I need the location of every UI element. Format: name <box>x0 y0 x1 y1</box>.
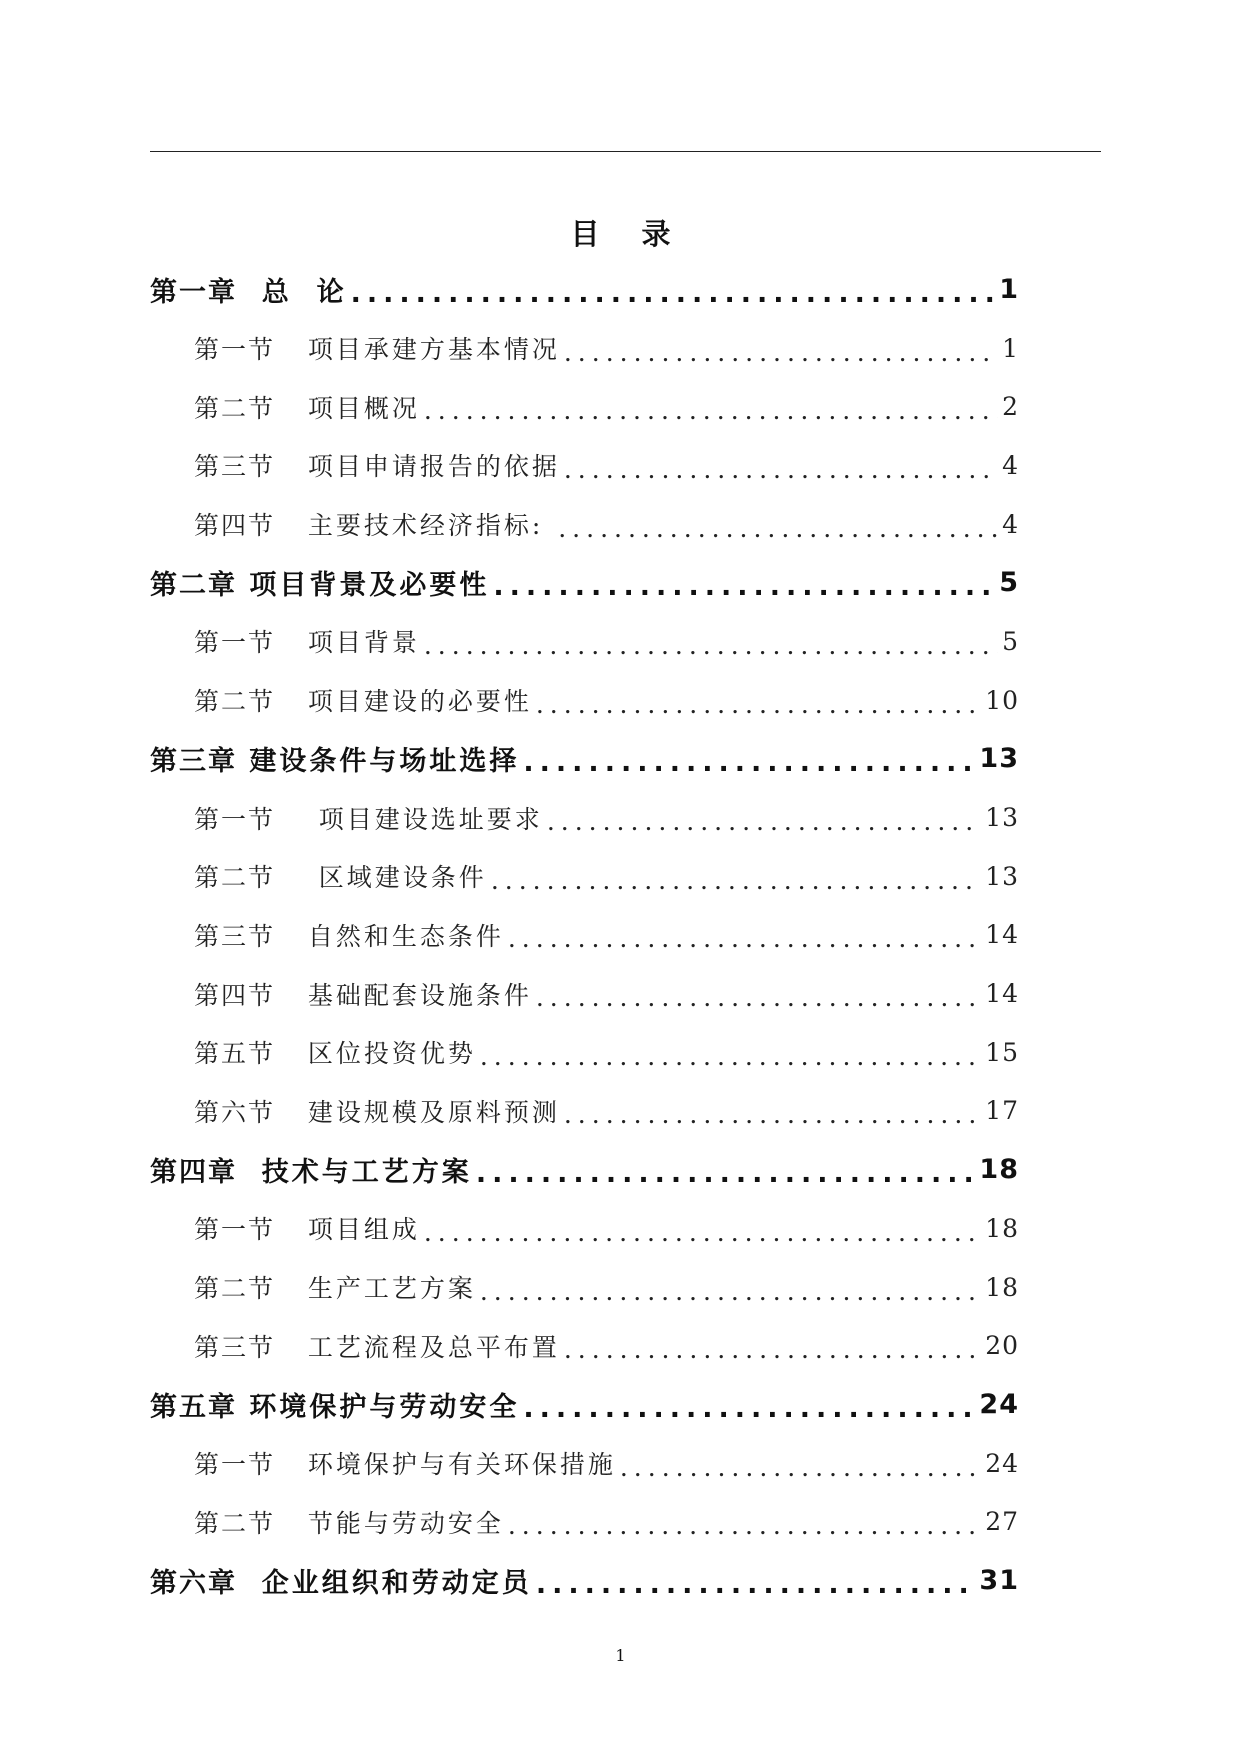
toc-section-entry[interactable] <box>150 906 1019 965</box>
entry-label: 第四节 <box>194 980 276 1010</box>
toc-chapter-entry[interactable] <box>150 1375 1019 1434</box>
toc-section-entry[interactable] <box>150 847 1019 906</box>
toc-section-entry[interactable] <box>150 377 1019 436</box>
entry-label: 第四章 <box>150 1157 237 1189</box>
entry-title: 技术与工艺方案 <box>237 1157 472 1189</box>
entry-page-number: 5 <box>1002 626 1019 656</box>
entry-page-number: 5 <box>999 567 1019 599</box>
entry-title: 建设规模及原料预测 <box>275 1097 560 1127</box>
entry-title: 基础配套设施条件 <box>275 980 532 1010</box>
entry-page-number: 10 <box>985 685 1019 715</box>
entry-page-number: 18 <box>985 1272 1019 1302</box>
entry-page-number: 31 <box>979 1564 1019 1596</box>
dot-leader <box>480 1277 981 1306</box>
entry-label: 第一节 <box>194 628 276 658</box>
entry-page-number: 1 <box>1002 333 1019 363</box>
entry-label: 第六章 <box>150 1567 237 1599</box>
dot-leader <box>480 1042 981 1071</box>
toc-chapter-entry[interactable] <box>150 260 1019 319</box>
dot-leader <box>424 1218 981 1247</box>
dot-leader <box>523 1393 975 1424</box>
entry-title: 建设条件与场址选择 <box>237 746 520 778</box>
entry-title: 项目建设选址要求 <box>275 804 543 834</box>
entry-label: 第一节 <box>194 335 276 365</box>
entry-page-number: 13 <box>979 743 1019 775</box>
entry-title: 生产工艺方案 <box>275 1274 476 1304</box>
toc-chapter-entry[interactable] <box>150 1140 1019 1199</box>
dot-leader <box>491 866 981 895</box>
entry-title: 项目背景 <box>275 628 420 658</box>
dot-leader <box>493 571 995 602</box>
dot-leader <box>620 1453 981 1482</box>
entry-page-number: 13 <box>985 861 1019 891</box>
page-number: 1 <box>615 1646 626 1665</box>
entry-page-number: 18 <box>979 1154 1019 1186</box>
table-of-contents <box>150 260 1019 1610</box>
entry-page-number: 14 <box>985 920 1019 950</box>
entry-page-number: 18 <box>985 1213 1019 1243</box>
entry-page-number: 15 <box>985 1037 1019 1067</box>
toc-section-entry[interactable] <box>150 1199 1019 1258</box>
entry-title: 区位投资优势 <box>275 1039 476 1069</box>
entry-title: 项目组成 <box>275 1215 420 1245</box>
entry-title: 企业组织和劳动定员 <box>237 1567 532 1599</box>
dot-leader <box>564 455 998 484</box>
dot-leader <box>564 338 998 367</box>
toc-section-entry[interactable] <box>150 964 1019 1023</box>
toc-section-entry[interactable] <box>150 612 1019 671</box>
toc-section-entry[interactable] <box>150 788 1019 847</box>
entry-label: 第六节 <box>194 1097 276 1127</box>
dot-leader <box>536 1569 976 1600</box>
dot-leader <box>523 747 975 778</box>
toc-chapter-entry[interactable] <box>150 553 1019 612</box>
header-rule <box>150 151 1101 152</box>
toc-section-entry[interactable] <box>150 1258 1019 1317</box>
entry-title: 工艺流程及总平布置 <box>275 1332 560 1362</box>
dot-leader <box>351 278 996 309</box>
toc-section-entry[interactable] <box>150 671 1019 730</box>
entry-label: 第二节 <box>194 1274 276 1304</box>
entry-label: 第四节 <box>194 511 276 541</box>
entry-label: 第二节 <box>194 393 276 423</box>
entry-title: 区域建设条件 <box>275 863 487 893</box>
entry-label: 第三节 <box>194 1332 276 1362</box>
toc-section-entry[interactable] <box>150 1082 1019 1141</box>
entry-label: 第二节 <box>194 863 276 893</box>
entry-label: 第五章 <box>150 1391 237 1423</box>
entry-title: 自然和生态条件 <box>275 921 504 951</box>
dot-leader <box>476 1158 976 1189</box>
toc-section-entry[interactable] <box>150 1316 1019 1375</box>
entry-label: 第一节 <box>194 804 276 834</box>
toc-section-entry[interactable] <box>150 1492 1019 1551</box>
entry-page-number: 20 <box>985 1331 1019 1361</box>
entry-page-number: 2 <box>1002 392 1019 422</box>
entry-page-number: 14 <box>985 979 1019 1009</box>
entry-title: 项目建设的必要性 <box>275 687 532 717</box>
entry-title: 总 论 <box>237 276 347 308</box>
dot-leader <box>536 983 981 1012</box>
dot-leader <box>564 1100 981 1129</box>
entry-page-number: 4 <box>1002 509 1019 539</box>
entry-page-number: 27 <box>985 1507 1019 1537</box>
entry-label: 第五节 <box>194 1039 276 1069</box>
toc-section-entry[interactable] <box>150 436 1019 495</box>
entry-label: 第一节 <box>194 1450 276 1480</box>
toc-chapter-entry[interactable] <box>150 730 1019 789</box>
dot-leader <box>508 924 981 953</box>
entry-title: 项目概况 <box>275 393 420 423</box>
entry-label: 第三章 <box>150 746 237 778</box>
toc-section-entry[interactable] <box>150 1023 1019 1082</box>
entry-page-number: 4 <box>1002 450 1019 480</box>
dot-leader <box>508 1511 981 1540</box>
dot-leader <box>558 514 998 543</box>
dot-leader <box>424 631 998 660</box>
toc-section-entry[interactable] <box>150 495 1019 554</box>
dot-leader <box>424 396 998 425</box>
entry-label: 第二章 <box>150 570 237 602</box>
dot-leader <box>536 690 981 719</box>
entry-title: 环境保护与有关环保措施 <box>275 1450 616 1480</box>
entry-title: 项目背景及必要性 <box>237 570 490 602</box>
entry-title: 节能与劳动安全 <box>275 1508 504 1538</box>
dot-leader <box>564 1335 981 1364</box>
entry-title: 环境保护与劳动安全 <box>237 1391 520 1423</box>
toc-title-part-1: 目 <box>570 217 600 251</box>
entry-label: 第一章 <box>150 276 237 308</box>
dot-leader <box>547 807 981 836</box>
toc-title <box>0 212 1241 253</box>
entry-page-number: 24 <box>979 1388 1019 1420</box>
entry-page-number: 17 <box>985 1096 1019 1126</box>
toc-title-part-2: 录 <box>641 217 671 251</box>
entry-page-number: 1 <box>999 273 1019 305</box>
entry-title: 项目承建方基本情况 <box>275 335 560 365</box>
entry-label: 第二节 <box>194 687 276 717</box>
toc-section-entry[interactable] <box>150 319 1019 378</box>
toc-chapter-entry[interactable] <box>150 1551 1019 1610</box>
entry-page-number: 13 <box>985 803 1019 833</box>
entry-title: 项目申请报告的依据 <box>275 452 560 482</box>
entry-page-number: 24 <box>985 1448 1019 1478</box>
entry-label: 第二节 <box>194 1508 276 1538</box>
entry-label: 第三节 <box>194 921 276 951</box>
entry-label: 第三节 <box>194 452 276 482</box>
toc-section-entry[interactable] <box>150 1434 1019 1493</box>
entry-title: 主要技术经济指标: <box>275 511 555 541</box>
entry-label: 第一节 <box>194 1215 276 1245</box>
